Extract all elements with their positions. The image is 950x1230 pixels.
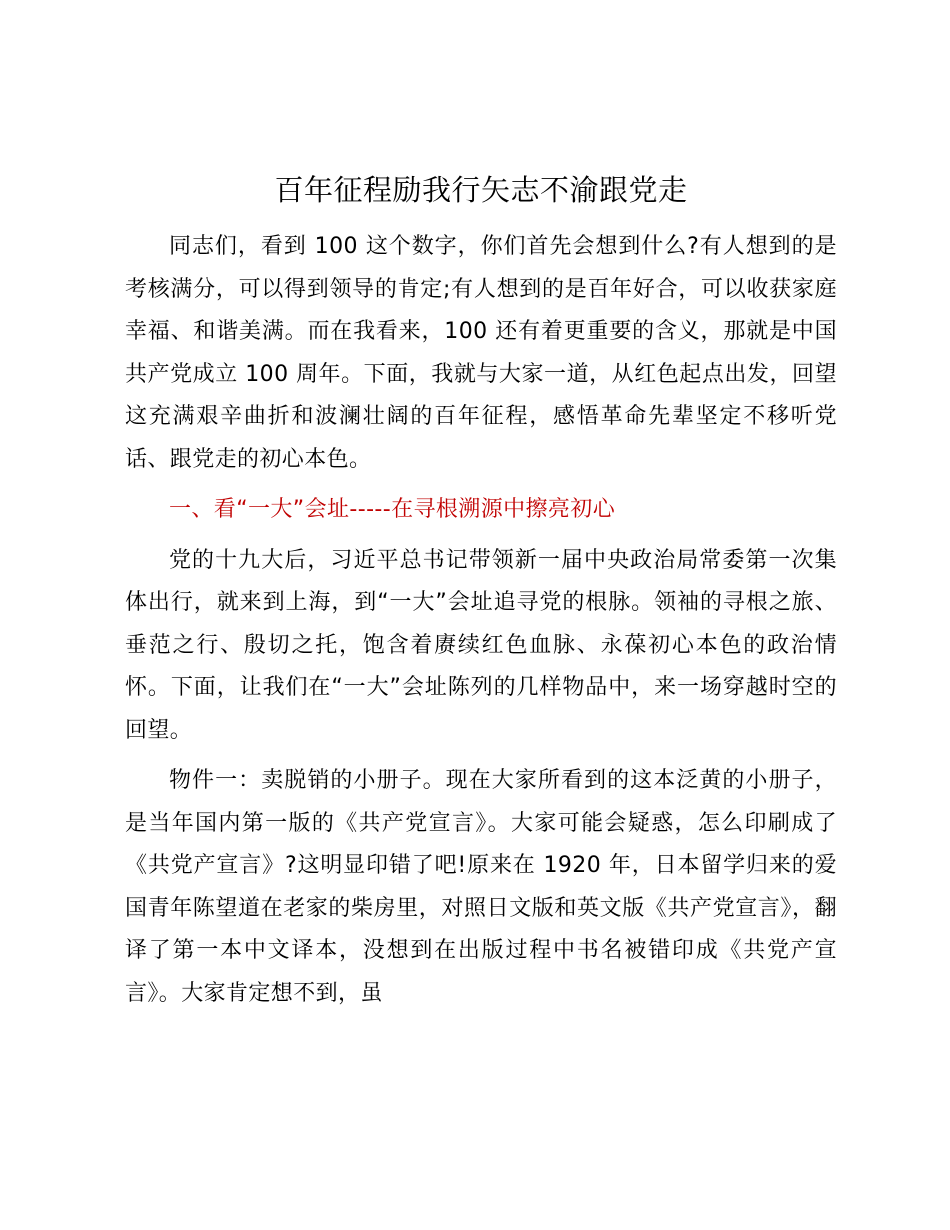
paragraph-item-1: 物件一：卖脱销的小册子。现在大家所看到的这本泛黄的小册子，是当年国内第一版的《共产党宣言》。大家可能会疑惑，怎么印刷成了《共党产宣言》?这明显印错了吧!原来在 1920 年，日本留学归来的爱国青年陈望道在老家的柴房里，对照日文版和英文版《共产党宣言》，翻译了第一本中文译本，没想到在出版过程中书名被错印成《共党产宣言》。大家肯定想不到，虽 [125, 768, 837, 1006]
section-heading-1: 一、看“一大”会址-----在寻根溯源中擦亮初心 [169, 497, 616, 522]
document-page [125, 168, 837, 1023]
paragraph-section-1: 党的十九大后，习近平总书记带领新一届中央政治局常委第一次集体出行，就来到上海，到“一大”会址追寻党的根脉。领袖的寻根之旅、垂范之行、殷切之托，饱含着赓续红色血脉、永葆初心本色的政治情怀。下面，让我们在“一大”会址陈列的几样物品中，来一场穿越时空的回望。 [125, 547, 837, 743]
paragraph-intro: 同志们，看到 100 这个数字，你们首先会想到什么?有人想到的是考核满分，可以得到领导的肯定;有人想到的是百年好合，可以收获家庭幸福、和谐美满。而在我看来，100 还有着更重要的含义，那就是中国共产党成立 100 周年。下面，我就与大家一道，从红色起点出发，回望这充满艰辛曲折和波澜壮阔的百年征程，感悟革命先辈坚定不移听党话、跟党走的初心本色。 [125, 234, 837, 472]
page-title: 百年征程励我行矢志不渝跟党走 [274, 173, 688, 207]
